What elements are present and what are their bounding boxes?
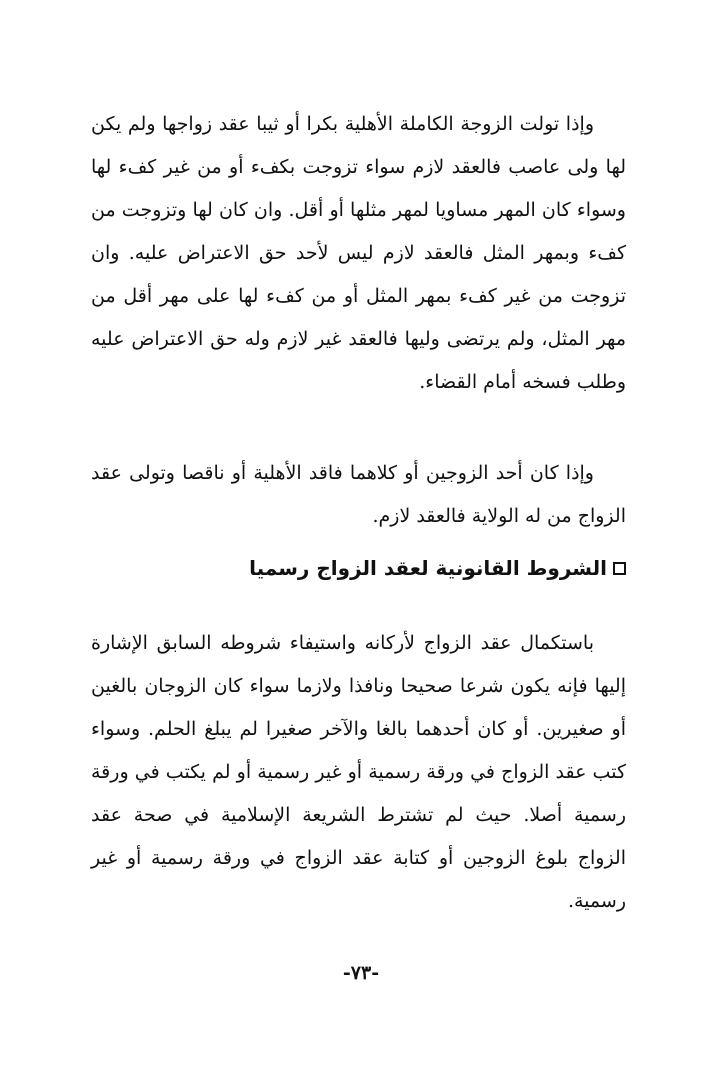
paragraph-text: وإذا تولت الزوجة الكاملة الأهلية بكرا أو ثيبا عقد زواجها ولم يكن لها ولى عاصب فالعقد لازم سواء تزوجت بكفء أو من غير كفء لها وسواء كان المهر مساويا لمهر مثلها أو أقل. وان كان لها وتزوجت من كفء وبمهر المثل فالعقد لازم ليس لأحد حق الاعتراض عليه. وان تزوجت من غير كفء بمهر المثل أو من كفء لها على مهر أقل من مهر المثل، ولم يرتضى وليها فالعقد غير لازم وله حق الاعتراض عليه وطلب فسخه أمام القضاء. — [91, 113, 626, 393]
page-number: -٧٣- — [342, 962, 380, 984]
square-bullet-icon — [613, 562, 626, 575]
section-heading — [249, 556, 626, 580]
section-heading-text: الشروط القانونية لعقد الزواج رسميا — [249, 556, 607, 580]
paragraph-legal-conditions — [91, 622, 626, 923]
paragraph-text: وإذا كان أحد الزوجين أو كلاهما فاقد الأهلية أو ناقصا وتولى عقد الزواج من له الولاية فالعقد لازم. — [91, 462, 626, 527]
paragraph-guardian-consent — [91, 103, 626, 404]
paragraph-incapacity — [91, 452, 626, 538]
paragraph-text: باستكمال عقد الزواج لأركانه واستيفاء شروطه السابق الإشارة إليها فإنه يكون شرعا صحيحا ونافذا ولازما سواء كان الزوجان بالغين أو صغيرين. أو كان أحدهما بالغا والآخر صغيرا لم يبلغ الحلم. وسواء كتب عقد الزواج في ورقة رسمية أو غير رسمية أو لم يكتب في ورقة رسمية أصلا. حيث لم تشترط الشريعة الإسلامية في صحة عقد الزواج بلوغ الزوجين أو كتابة عقد الزواج في ورقة رسمية أو غير رسمية. — [91, 632, 626, 912]
